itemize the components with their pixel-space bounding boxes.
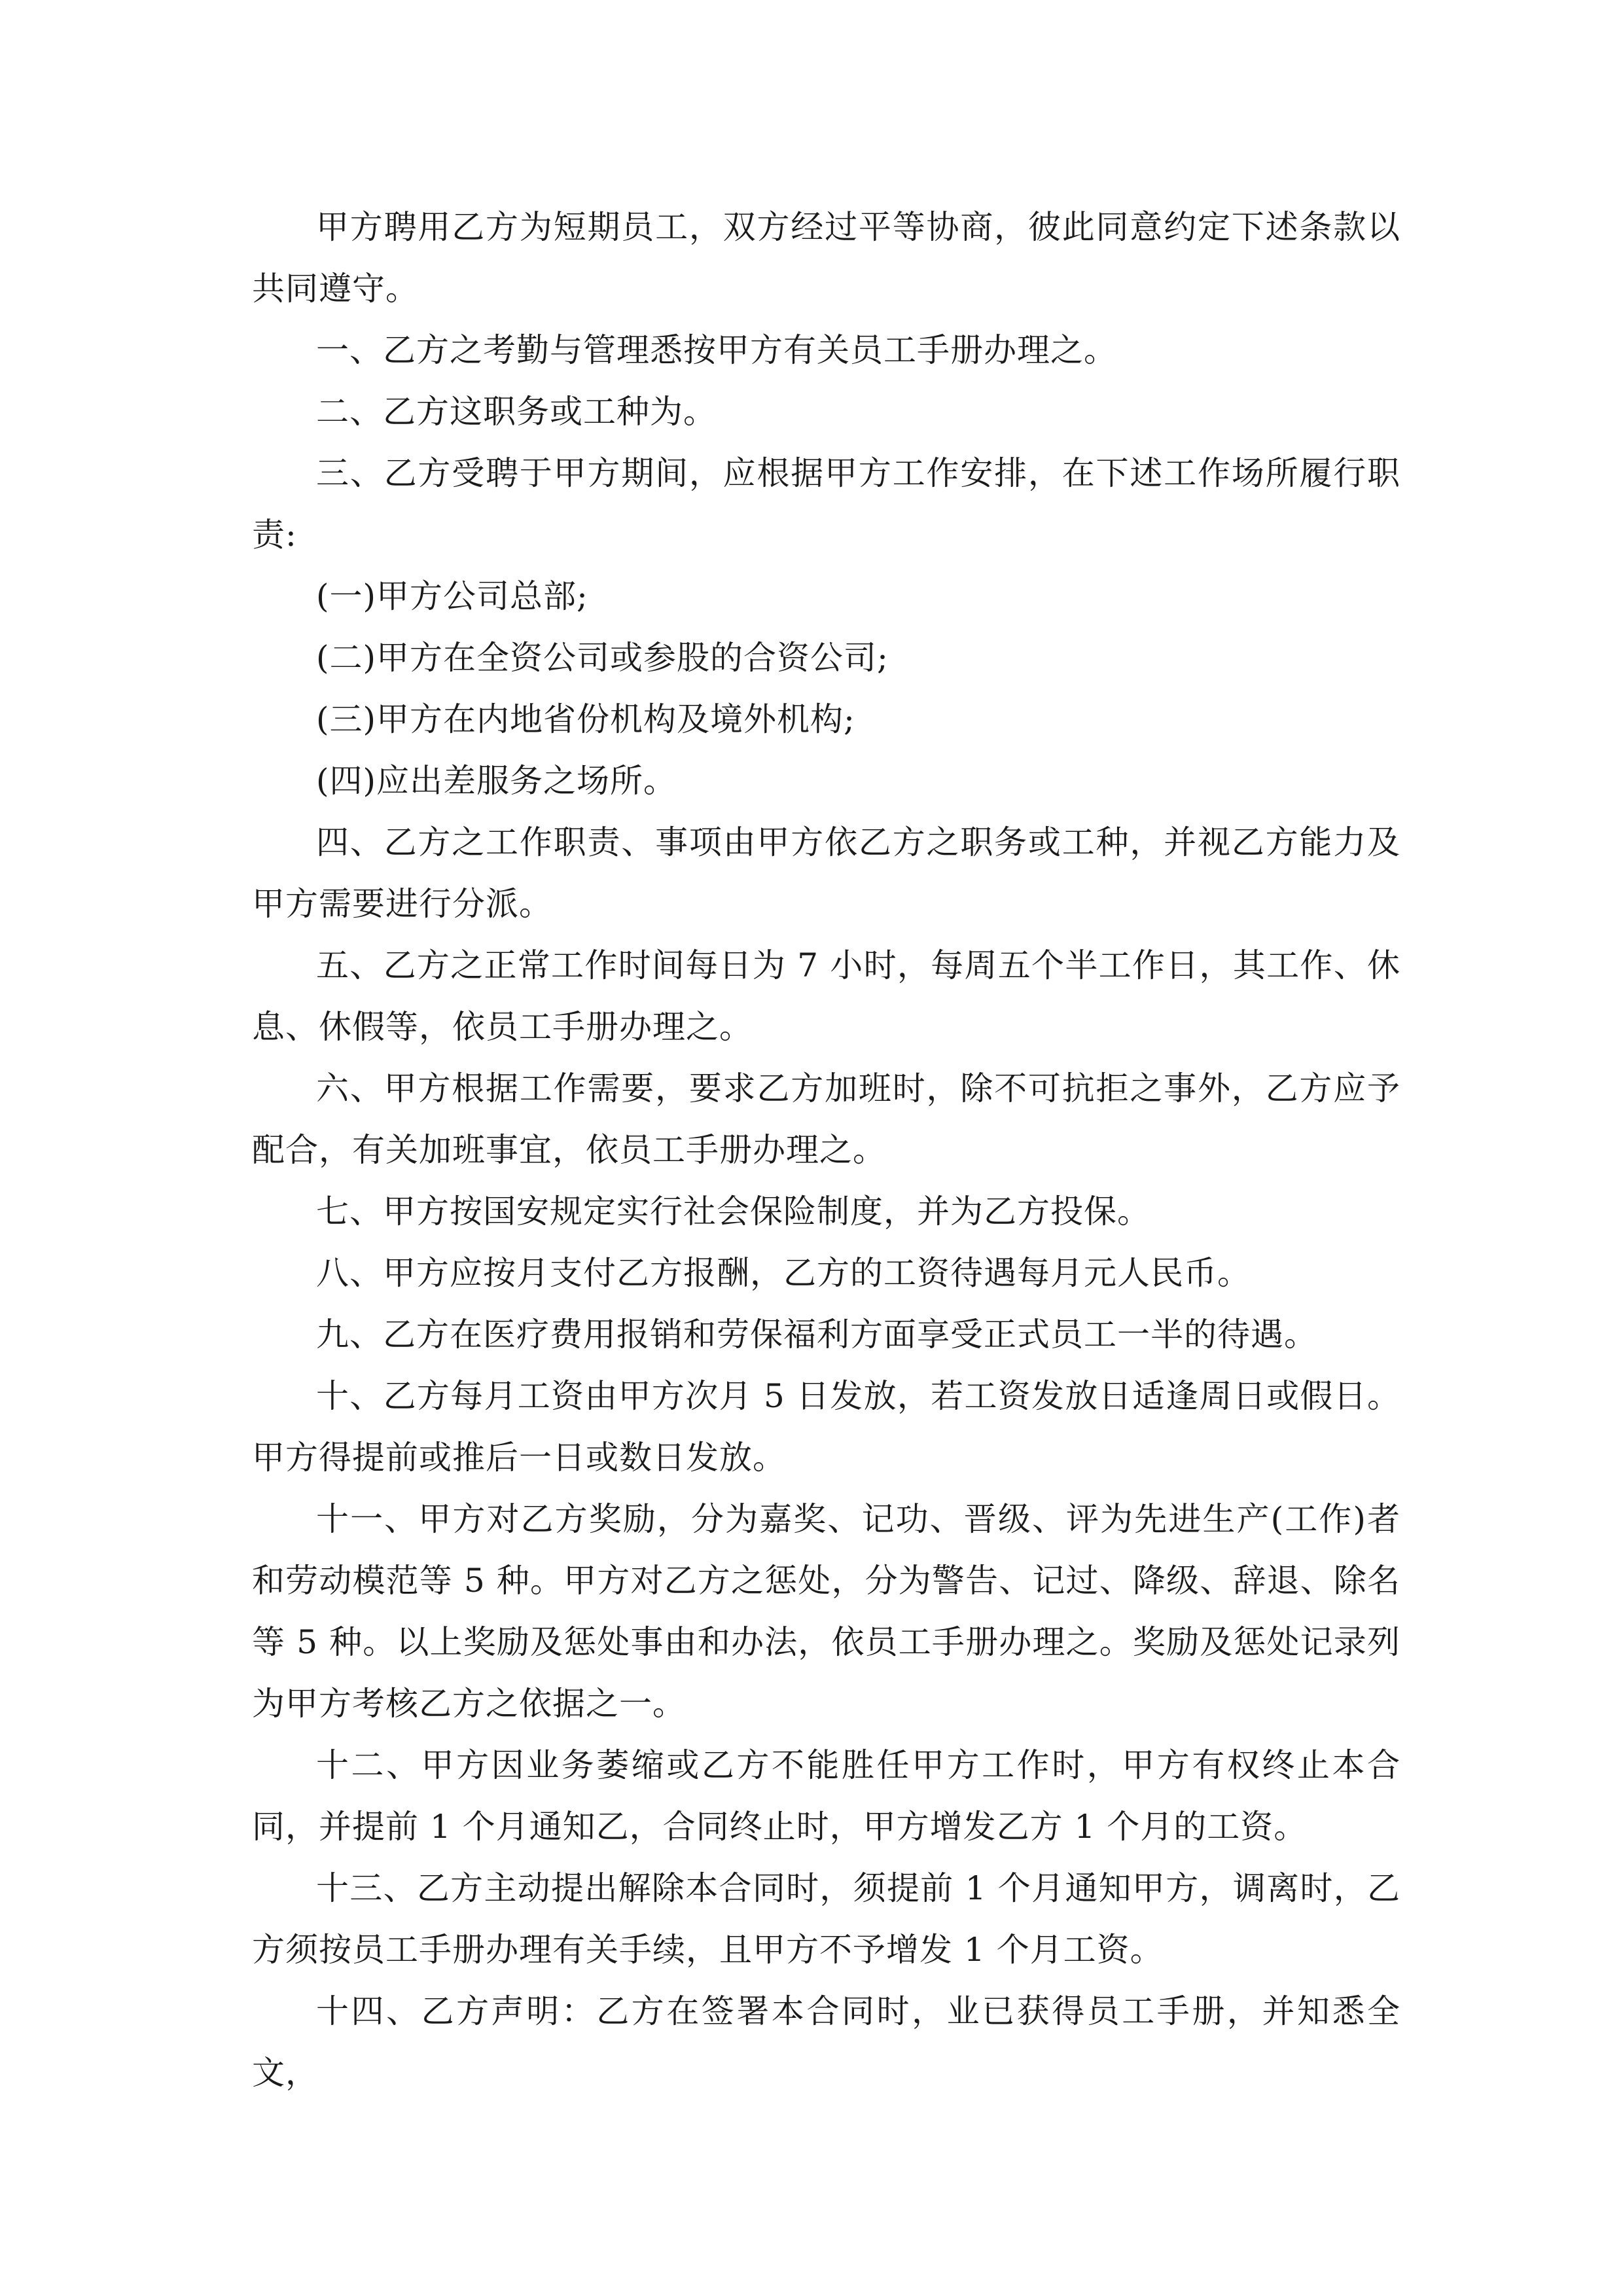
paragraph-clause-7: 七、甲方按国安规定实行社会保险制度，并为乙方投保。	[316, 1193, 1150, 1230]
paragraph-intro: 甲方聘用乙方为短期员工，双方经过平等协商，彼此同意约定下述条款以共同遵守。	[252, 208, 1400, 308]
contract-body	[252, 196, 1400, 2104]
paragraph-clause-6: 六、甲方根据工作需要，要求乙方加班时，除不可抗拒之事外，乙方应予配合，有关加班事宜，依员工手册办理之。	[252, 1069, 1400, 1169]
paragraph-clause-3-item-1: (一)甲方公司总部;	[316, 577, 588, 615]
paragraph-clause-10: 十、乙方每月工资由甲方次月 5 日发放，若工资发放日适逢周日或假日。甲方得提前或推后一日或数日发放。	[252, 1377, 1400, 1477]
paragraph-clause-11: 十一、甲方对乙方奖励，分为嘉奖、记功、晋级、评为先进生产(工作)者和劳动模范等 5 种。甲方对乙方之惩处，分为警告、记过、降级、辞退、除名等 5 种。以上奖励及惩处事由和办法，依员工手册办理之。奖励及惩处记录列为甲方考核乙方之依据之一。	[252, 1500, 1400, 1723]
paragraph-clause-5: 五、乙方之正常工作时间每日为 7 小时，每周五个半工作日，其工作、休息、休假等，依员工手册办理之。	[252, 946, 1400, 1046]
paragraph-clause-3-item-3: (三)甲方在内地省份机构及境外机构;	[316, 700, 855, 738]
paragraph-clause-4: 四、乙方之工作职责、事项由甲方依乙方之职务或工种，并视乙方能力及甲方需要进行分派。	[252, 823, 1400, 923]
paragraph-clause-14: 十四、乙方声明：乙方在签署本合同时，业已获得员工手册，并知悉全文，	[252, 1992, 1400, 2092]
paragraph-clause-3-item-4: (四)应出差服务之场所。	[316, 762, 677, 800]
paragraph-clause-13: 十三、乙方主动提出解除本合同时，须提前 1 个月通知甲方，调离时，乙方须按员工手册办理有关手续，且甲方不予增发 1 个月工资。	[252, 1869, 1400, 1969]
paragraph-clause-9: 九、乙方在医疗费用报销和劳保福利方面享受正式员工一半的待遇。	[316, 1316, 1317, 1354]
paragraph-clause-3: 三、乙方受聘于甲方期间，应根据甲方工作安排，在下述工作场所履行职责:	[252, 454, 1400, 554]
paragraph-clause-3-item-2: (二)甲方在全资公司或参股的合资公司;	[316, 639, 889, 677]
paragraph-clause-12: 十二、甲方因业务萎缩或乙方不能胜任甲方工作时，甲方有权终止本合同，并提前 1 个月通知乙，合同终止时，甲方增发乙方 1 个月的工资。	[252, 1746, 1400, 1846]
paragraph-clause-2: 二、乙方这职务或工种为。	[316, 393, 717, 431]
paragraph-clause-8: 八、甲方应按月支付乙方报酬，乙方的工资待遇每月元人民币。	[316, 1254, 1251, 1292]
paragraph-clause-1: 一、乙方之考勤与管理悉按甲方有关员工手册办理之。	[316, 331, 1117, 369]
